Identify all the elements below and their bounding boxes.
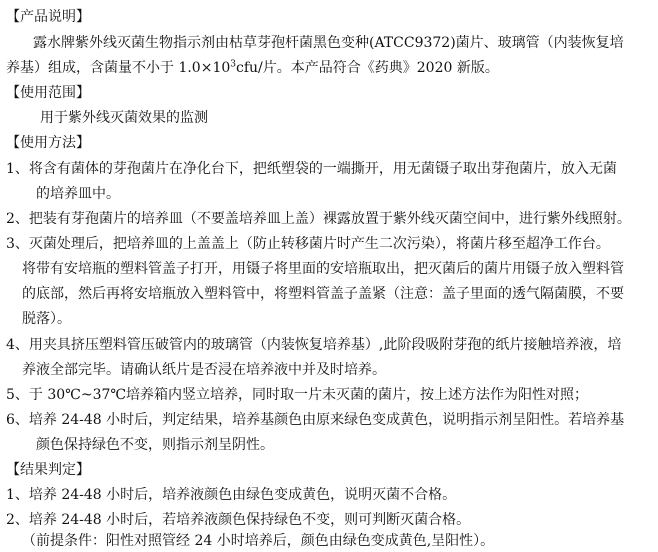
method-step1-line1: 1、将含有菌体的芽孢菌片在净化台下，把纸塑袋的一端撕开，用无菌镊子取出芽孢菌片，放入无菌 — [6, 161, 617, 177]
product-text-line2-a: 养基）组成，含菌量不小于 1.0×10 — [6, 60, 231, 76]
result-item1: 1、培养 24-48 小时后，培养液颜色由绿色变成黄色，说明灭菌不合格。 — [6, 487, 457, 503]
heading-method: 【使用方法】 — [6, 135, 90, 151]
method-step3-line1: 3、灭菌处理后，把培养皿的上盖盖上（防止转移菌片时产生二次污染），将菌片移至超净工作台。 — [6, 236, 610, 252]
product-text-line2 — [6, 57, 499, 79]
method-step2: 2、把装有芽孢菌片的培养皿（不要盖培养皿上盖）裸露放置于紫外线灭菌空间中，进行紫外线照射。 — [6, 211, 631, 227]
result-note: （前提条件：阳性对照管经 24 小时培养后，颜色由绿色变成黄色,呈阳性）。 — [22, 533, 495, 549]
heading-scope: 【使用范围】 — [6, 85, 90, 101]
exponent: 3 — [230, 59, 236, 70]
method-step1-line2: 的培养皿中。 — [36, 186, 120, 202]
method-step3-line3: 的底部，然后再将安培瓶放入塑料管中，将塑料管盖子盖紧（注意：盖子里面的透气隔菌膜，不要 — [22, 286, 624, 302]
method-step3-line4: 脱落）。 — [22, 311, 71, 327]
method-step6-line2: 颜色保持绿色不变，则指示剂呈阴性。 — [36, 437, 274, 453]
clipped-title-edge — [0, 0, 658, 4]
product-text-line2-b: cfu/片。本产品符合《药典》2020 新版。 — [236, 60, 499, 76]
method-step6-line1: 6、培养 24-48 小时后，判定结果，培养基颜色由原来绿色变成黄色，说明指示剂呈阳性。若培养基 — [6, 412, 625, 428]
heading-result: 【结果判定】 — [6, 462, 90, 478]
method-step4-line1: 4、用夹具挤压塑料管压破管内的玻璃管（内装恢复培养基）,此阶段吸附芽孢的纸片接触培养液，培 — [6, 337, 622, 353]
method-step4-line2: 养液全部完毕。请确认纸片是否浸在培养液中并及时培养。 — [22, 362, 386, 378]
result-item2: 2、培养 24-48 小时后，若培养液颜色保持绿色不变，则可判断灭菌合格。 — [6, 512, 471, 528]
method-step5: 5、于 30℃~37℃培养箱内竖立培养，同时取一片未灭菌的菌片，按上述方法作为阳性对照； — [6, 387, 589, 403]
heading-product: 【产品说明】 — [6, 9, 90, 25]
product-text-line1: 露水牌紫外线灭菌生物指示剂由枯草芽孢杆菌黑色变种(ATCC9372)菌片、玻璃管（内装恢复培 — [33, 35, 624, 51]
scope-text: 用于紫外线灭菌效果的监测 — [40, 110, 208, 126]
method-step3-line2: 将带有安培瓶的塑料管盖子打开，用镊子将里面的安培瓶取出，把灭菌后的菌片用镊子放入塑料管 — [22, 261, 624, 277]
